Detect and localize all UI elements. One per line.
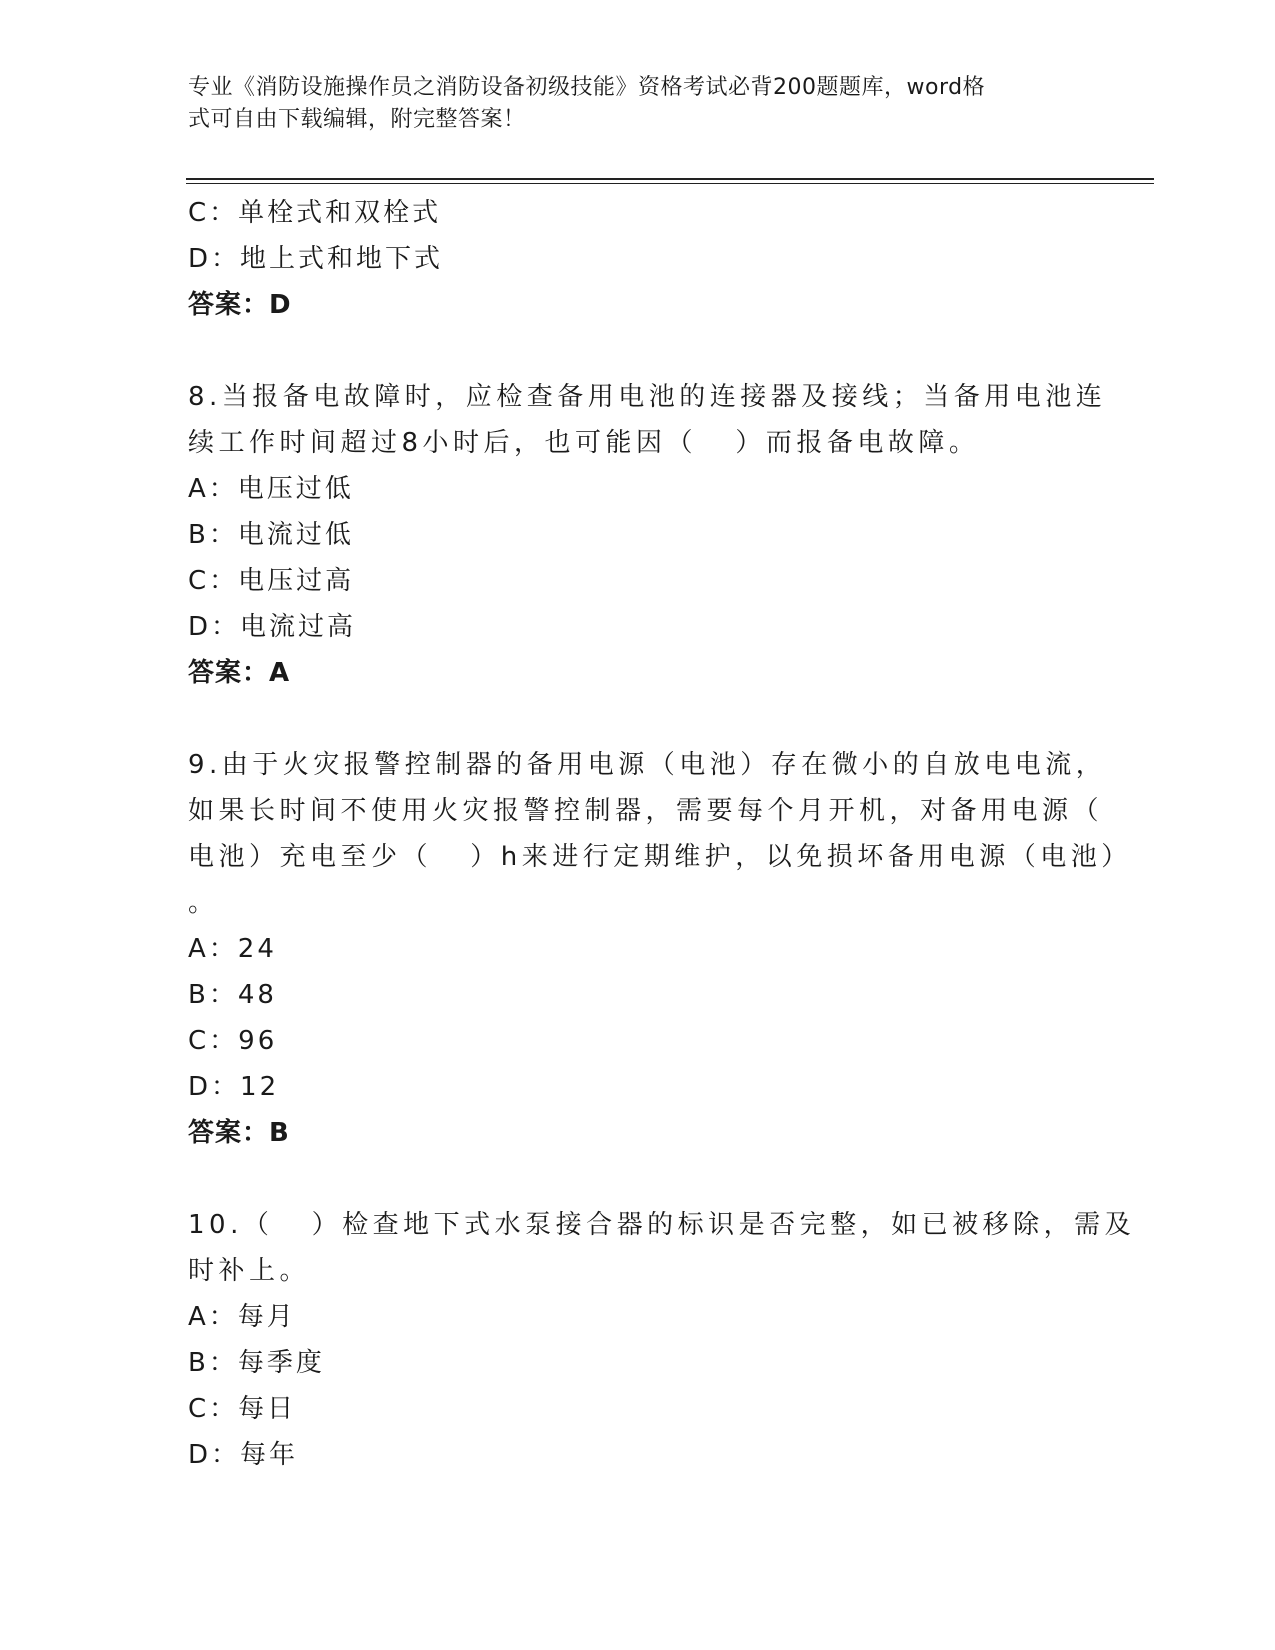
spacer [188, 1156, 1088, 1202]
question-stem-line: 续工作时间超过8小时后，也可能因（ ）而报备电故障。 [188, 428, 980, 458]
option-a: A：每月 [188, 1302, 296, 1332]
header-rule-thick [186, 178, 1154, 180]
question-stem-line: 9.由于火灾报警控制器的备用电源（电池）存在微小的自放电电流， [188, 750, 1107, 780]
option-b: B：48 [188, 980, 277, 1010]
question-stem-line: 8.当报备电故障时，应检查备用电池的连接器及接线；当备用电池连 [188, 382, 1107, 412]
question-stem-line: 如果长时间不使用火灾报警控制器，需要每个月开机，对备用电源（ [188, 796, 1104, 826]
option-a: A：24 [188, 934, 277, 964]
option-d: D：地上式和地下式 [188, 244, 444, 274]
partial-question [188, 190, 1088, 328]
question-stem-line: 电池）充电至少（ ）h来进行定期维护，以免损坏备用电源（电池） [188, 842, 1132, 872]
question-stem-line: 。 [188, 888, 219, 918]
option-b: B：电流过低 [188, 520, 354, 550]
document-header [188, 72, 1068, 136]
question-stem-line: 时补上。 [188, 1256, 311, 1286]
answer-label: 答案：B [188, 1118, 290, 1148]
option-a: A：电压过低 [188, 474, 354, 504]
option-c: C：单栓式和双栓式 [188, 198, 442, 228]
spacer [188, 328, 1088, 374]
question-9 [188, 742, 1132, 1156]
option-d: D：每年 [188, 1440, 299, 1470]
spacer [188, 696, 1088, 742]
question-10 [188, 1202, 1136, 1478]
option-c: C：电压过高 [188, 566, 355, 596]
header-line-1: 专业《消防设施操作员之消防设备初级技能》资格考试必背200题题库，word格 [188, 75, 986, 100]
option-c: C：96 [188, 1026, 278, 1056]
option-d: D：12 [188, 1072, 280, 1102]
question-8 [188, 374, 1107, 696]
header-rule-thin [186, 183, 1154, 184]
header-line-2: 式可自由下载编辑，附完整答案！ [188, 107, 526, 132]
answer-label: 答案：A [188, 658, 291, 688]
option-b: B：每季度 [188, 1348, 325, 1378]
question-content [188, 190, 1136, 1478]
option-c: C：每日 [188, 1394, 297, 1424]
answer-label: 答案：D [188, 290, 292, 320]
option-d: D：电流过高 [188, 612, 357, 642]
question-stem-line: 10.（ ）检查地下式水泵接合器的标识是否完整，如已被移除，需及 [188, 1210, 1136, 1240]
